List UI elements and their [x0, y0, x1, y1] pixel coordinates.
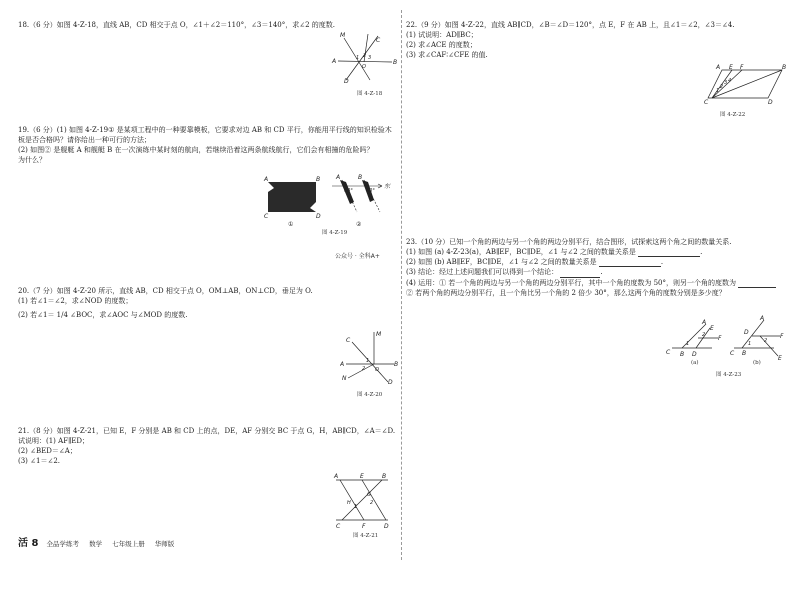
fig21-label-b: B — [382, 473, 387, 480]
question-23-line-4: (3) 结论：经过上述问题我们可以得到一个结论： — [406, 268, 559, 277]
question-23-line-6: ② 若两个角的两边分别平行，且一个角比另一个角的 2 倍少 30°，那么这两个角的度数分别是多少度？ — [406, 288, 726, 297]
fig18-label-2: 2 — [363, 53, 367, 59]
fig21-label-a: A — [334, 473, 339, 480]
figure-4-z-23a — [666, 318, 724, 362]
fig21-label-h: H — [347, 500, 351, 506]
fig21-label-c: C — [336, 523, 341, 530]
question-22-line-2: (1) 试说明：AD∥BC； — [406, 31, 478, 40]
figure-4-z-23b-sublabel: (b) — [753, 360, 761, 366]
fig21-label-f: F — [362, 523, 366, 530]
figure-4-z-19 — [262, 172, 402, 228]
fig19-label-east: 东 — [384, 183, 391, 190]
fig18-label-b: B — [393, 59, 398, 66]
fig22-label-a: A — [716, 64, 721, 71]
question-23-line-3: (2) 如图 (b) AB∥EF，BC∥DE，∠1 与∠2 之间的数量关系是 — [406, 258, 597, 267]
answer-blank-3[interactable] — [560, 270, 600, 278]
figure-4-z-23a-sublabel: (a) — [691, 360, 699, 366]
fig22-label-2: 2 — [720, 84, 724, 90]
fig21-label-d: D — [384, 523, 389, 530]
figure-4-z-18 — [330, 28, 400, 86]
fig19-angle-a: 60° — [344, 188, 353, 194]
fig18-label-m: M — [340, 32, 346, 39]
question-20 — [18, 286, 313, 320]
fig19-label-b1: B — [316, 176, 321, 183]
question-23-line-5: (4) 运用：① 若一个角的两边与另一个角的两边分别平行，其中一个角的度数为 50°，则另一个角的度数为 — [406, 278, 736, 287]
fig20-label-a: A — [340, 361, 345, 368]
fig20-label-m: M — [376, 331, 382, 338]
fig19-label-a2: A — [336, 174, 341, 181]
fig23a-label-1: 1 — [686, 341, 690, 347]
watermark: 公众号 · 全科A+ — [335, 253, 380, 260]
fig19-label-b2: B — [358, 174, 363, 181]
fig19-label-c1: C — [264, 213, 269, 220]
fig18-label-o: O — [362, 64, 366, 70]
fig23b-label-f: F — [780, 333, 784, 340]
fig23a-label-c: C — [666, 349, 671, 356]
question-19-line-3: (2) 如图② 是舰艇 A 和舰艇 B 在一次演练中某时刻的航向，若继续沿着这两条航线航行，它们会有相撞的危险吗？ — [18, 146, 374, 155]
fig23a-label-e: E — [710, 325, 714, 332]
question-23-line-1: 23.（10 分）已知一个角的两边与另一个角的两边分别平行，结合图形，试探索这两个角之间的数量关系. — [406, 238, 732, 246]
fig21-label-g: G — [367, 492, 371, 498]
question-22-line-3: (2) 求∠ACE 的度数； — [406, 41, 477, 50]
answer-blank-1[interactable] — [638, 249, 700, 257]
fig23b-label-a: A — [760, 315, 765, 322]
fig21-label-1: 1 — [354, 504, 358, 510]
fig22-label-f: F — [740, 64, 744, 71]
fig23a-label-b: B — [680, 351, 685, 358]
question-19-line-1: 19.（6 分）(1) 如图 4-Z-19① 是某项工程中的一种要靠模板，它要求对边 AB 和 CD 平行，你能用平行线的知识检验木 — [18, 126, 392, 134]
figure-4-z-18-caption: 图 4-Z-18 — [357, 91, 383, 97]
fig22-label-4: 4 — [728, 78, 732, 84]
question-22 — [406, 20, 735, 61]
question-22-line-1: 22.（9 分）如图 4-Z-22，直线 AB∥CD，∠B＝∠D＝120°，点 E，F 在 AB 上，且∠1＝∠2，∠3＝∠4. — [406, 21, 735, 29]
fig23b-label-2: 2 — [764, 338, 768, 344]
column-divider — [401, 10, 402, 560]
fig20-label-d: D — [388, 379, 393, 386]
fig23b-label-b: B — [742, 350, 747, 357]
fig20-label-c: C — [346, 337, 351, 344]
question-23-line-2: (1) 如图 (a) 4-Z-23(a)，AB∥EF，BC∥DE，∠1 与∠2 之间的数量关系是 — [406, 248, 636, 257]
figure-4-z-21 — [330, 470, 394, 530]
fig23a-label-d: D — [692, 351, 697, 358]
page-number: 活 8 — [18, 537, 39, 549]
footer-subject: 数学 — [89, 539, 103, 548]
fig18-label-1: 1 — [356, 55, 360, 61]
figure-4-z-23-caption: 图 4-Z-23 — [716, 372, 742, 378]
fig23a-label-2: 2 — [702, 332, 706, 338]
footer-edition: 华师版 — [154, 539, 175, 548]
question-23: 23.（10 分）已知一个角的两边与另一个角的两边分别平行，结合图形，试探索这两个角之间的数量关系. (1) 如图 (a) 4-Z-23(a)，AB∥EF，BC∥DE，∠1 与∠2 之间的数量关系是 . (2) 如图 (b) AB∥EF，BC∥DE，∠1 与∠2 之间的数量关系是 . (3) 结论：经过上述问题我们可以得到一个结论： . (4) 运用：① 若一个角的两边与另一个角的两边分别平行，其中一个角的度数为 50°，则另一个角的度数为 ② 若两个角的两边分别平行，且一个角比另一个角的 2 倍少 30°，那么这两个角的度数分别是多少度？ — [406, 237, 776, 298]
fig22-label-1: 1 — [716, 88, 720, 94]
page-footer — [18, 537, 182, 552]
question-21-line-2: 试说明：(1) AF∥ED； — [18, 437, 90, 446]
fig22-label-c: C — [704, 99, 709, 106]
fig18-label-3: 3 — [368, 55, 372, 61]
figure-4-z-22-caption: 图 4-Z-22 — [720, 112, 746, 118]
question-19-line-4: 为什么？ — [18, 156, 46, 165]
fig19-label-d1: D — [316, 213, 321, 220]
fig19-label-fig2: ② — [356, 221, 362, 228]
fig20-label-1: 1 — [366, 358, 370, 364]
fig19-label-a1: A — [264, 176, 269, 183]
answer-blank-2[interactable] — [599, 259, 661, 267]
figure-4-z-20-caption: 图 4-Z-20 — [357, 392, 383, 398]
figure-4-z-22 — [702, 62, 788, 106]
fig18-label-d: D — [344, 78, 349, 85]
fig22-label-d: D — [768, 99, 773, 106]
fig23b-label-1: 1 — [748, 341, 752, 347]
question-21-line-4: (3) ∠1＝∠2. — [18, 457, 61, 466]
footer-series: 全品学练考 — [46, 539, 80, 548]
figure-4-z-21-caption: 图 4-Z-21 — [353, 533, 379, 539]
figure-4-z-20 — [340, 328, 400, 386]
figure-4-z-23b — [730, 314, 788, 362]
fig21-label-e: E — [360, 473, 364, 480]
question-20-line-1: 20.（7 分）如图 4-Z-20 所示，直线 AB，CD 相交于点 O，OM⊥AB，ON⊥CD，垂足为 O. — [18, 287, 313, 295]
question-18 — [18, 20, 335, 30]
question-19-line-2: 板是否合格吗？请你给出一种可行的方法； — [18, 136, 151, 145]
right-column — [404, 0, 800, 565]
figure-4-z-19-caption: 图 4-Z-19 — [322, 230, 348, 236]
fig23b-label-e: E — [778, 355, 782, 362]
answer-blank-4[interactable] — [738, 280, 776, 288]
question-21-line-1: 21.（8 分）如图 4-Z-21，已知 E，F 分别是 AB 和 CD 上的点，DE，AF 分别交 BC 于点 G，H，AB∥CD，∠A＝∠D. — [18, 427, 396, 435]
fig23b-label-d: D — [744, 329, 749, 336]
fig19-angle-b: 60° — [366, 188, 375, 194]
fig20-label-b: B — [394, 361, 399, 368]
fig18-label-c: C — [376, 37, 381, 44]
fig23b-label-c: C — [730, 350, 735, 357]
fig23a-label-f: F — [718, 335, 722, 342]
question-18-line-1: 18.（6 分）如图 4-Z-18，直线 AB，CD 相交于点 O，∠1＋∠2＝110°，∠3＝140°，求∠2 的度数. — [18, 21, 336, 29]
fig22-label-e: E — [729, 64, 733, 71]
fig22-label-b: B — [782, 64, 787, 71]
question-20-line-2: (1) 若∠1＝∠2，求∠NOD 的度数； — [18, 297, 133, 306]
question-21 — [18, 426, 395, 467]
fig20-label-o: O — [375, 367, 379, 373]
question-20-line-3: (2) 若∠1＝ 1/4 ∠BOC，求∠AOC 与∠MOD 的度数. — [18, 311, 188, 320]
fig23a-label-a: A — [702, 319, 707, 326]
question-22-line-4: (3) 求∠CAF∶∠CFE 的值. — [406, 51, 488, 60]
fig20-label-n: N — [342, 375, 347, 382]
question-21-line-3: (2) ∠BED＝∠A； — [18, 447, 77, 456]
fig18-label-a: A — [332, 58, 337, 65]
fig19-label-fig1: ① — [288, 221, 294, 228]
fig21-label-2: 2 — [370, 500, 374, 506]
footer-grade: 七年级上册 — [112, 539, 145, 548]
left-column — [0, 0, 400, 565]
question-19 — [18, 125, 392, 166]
fig22-label-3: 3 — [724, 80, 728, 86]
fig20-label-2: 2 — [362, 366, 366, 372]
